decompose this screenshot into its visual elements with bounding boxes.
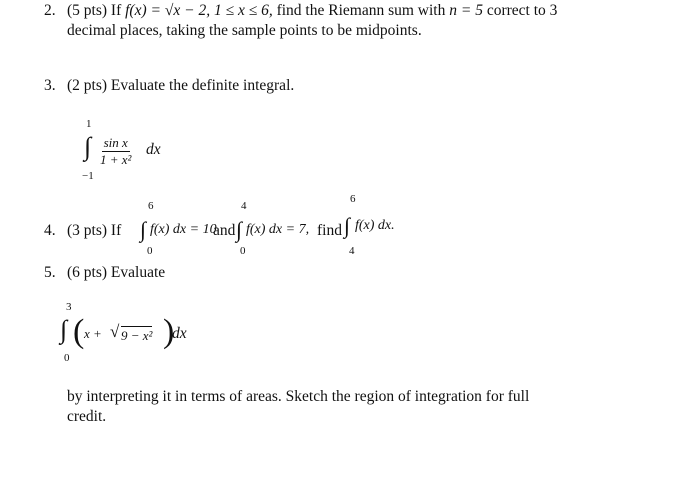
q4-int1-sign: ∫ (140, 217, 147, 242)
q5-right-paren: ) (163, 313, 175, 350)
q5-sqrt-radicand: 9 − x² (121, 328, 153, 343)
q2-n: n = 5 (449, 2, 483, 19)
q5-left-paren: ( (73, 313, 85, 350)
q4-prefix: (3 pts) If (67, 222, 122, 239)
q3-denominator: 1 + x² (100, 152, 132, 167)
q3-upper-limit: 1 (86, 118, 92, 130)
q2-number: 2. (44, 2, 56, 19)
q5-dx: dx (172, 325, 187, 342)
q4-int2-sign: ∫ (236, 217, 243, 242)
q3-text: (2 pts) Evaluate the definite integral. (67, 77, 295, 94)
q4-int3-lower: 4 (349, 245, 355, 257)
q4-int1-expression: f(x) dx = 10 (150, 222, 217, 237)
q5-line2: credit. (67, 408, 107, 425)
q4-int2-upper: 4 (241, 200, 247, 212)
q3-lower-limit: −1 (82, 170, 94, 182)
q5-sqrt-sign: √ (110, 322, 120, 341)
q4-int1-lower: 0 (147, 245, 153, 257)
q4-int3-expression: f(x) dx. (355, 218, 395, 233)
q2-prefix: (5 pts) If (67, 2, 126, 19)
q3-dx: dx (146, 141, 161, 158)
q2-line1 (67, 2, 557, 20)
q3-number: 3. (44, 77, 56, 94)
q2-function: f(x) = √x − 2, 1 ≤ x ≤ 6, (125, 2, 273, 19)
q4-int2-lower: 0 (240, 245, 246, 257)
q4-int3-upper: 6 (350, 193, 356, 205)
q3-numerator: sin x (103, 135, 128, 150)
q4-int3-sign: ∫ (344, 213, 351, 238)
q5-integral-sign: ∫ (60, 315, 68, 344)
q3-fraction (98, 135, 133, 168)
q4-int2-expression: f(x) dx = 7, (246, 222, 310, 237)
q2-line2: decimal places, taking the sample points to be midpoints. (67, 22, 422, 39)
q4-int1-upper: 6 (148, 200, 154, 212)
q2-suffix: correct to 3 (482, 2, 558, 19)
q2-middle: find the Riemann sum with (272, 2, 450, 19)
q3-integral-sign: ∫ (84, 132, 92, 161)
q5-number: 5. (44, 264, 56, 281)
q4-find: find (317, 222, 342, 239)
q5-line1: by interpreting it in terms of areas. Sketch the region of integration for full (67, 388, 530, 405)
q5-lower-limit: 0 (64, 352, 70, 364)
q5-upper-limit: 3 (66, 301, 72, 313)
q4-and: and (213, 222, 236, 239)
q5-text: (6 pts) Evaluate (67, 264, 166, 281)
q5-expr-x: x + (84, 326, 102, 341)
q4-number: 4. (44, 222, 56, 239)
